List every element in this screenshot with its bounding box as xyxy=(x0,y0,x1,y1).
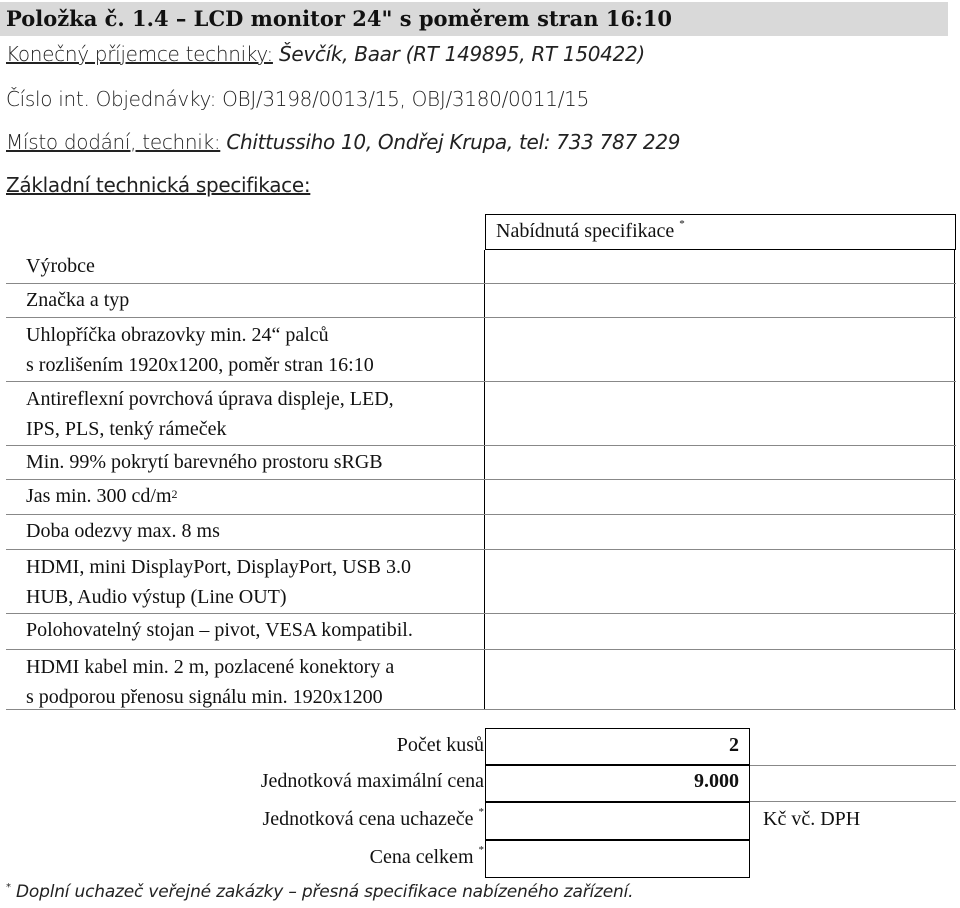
bidder-price-row xyxy=(6,802,956,840)
delivery-value: Chittussiho 10, Ondřej Krupa, tel: 733 787 229 xyxy=(226,130,681,154)
spec-label xyxy=(6,446,484,479)
spec-table xyxy=(6,250,956,710)
footnote-text: Doplní uchazeč veřejné zakázky – přesná specifikace nabízeného zařízení. xyxy=(16,882,634,902)
spec-row xyxy=(6,650,956,710)
spec-label xyxy=(6,284,484,317)
spec-row xyxy=(6,550,956,614)
total-input[interactable] xyxy=(485,840,750,878)
superscript: 2 xyxy=(171,487,178,501)
bidder-price-label-wrap xyxy=(263,808,485,831)
total-label: Cena celkem xyxy=(369,846,474,868)
max-price-value: 9.000 xyxy=(694,770,739,792)
bidder-price-label: Jednotková cena uchazeče xyxy=(262,808,474,830)
spec-label xyxy=(6,250,484,283)
offered-spec-cell[interactable] xyxy=(484,284,955,317)
order-value: OBJ/3198/0013/15, OBJ/3180/0011/15 xyxy=(222,87,590,111)
offered-spec-header xyxy=(485,214,956,250)
offered-spec-cell[interactable] xyxy=(484,446,955,479)
spec-label xyxy=(6,318,484,381)
asterisk-mark: * xyxy=(478,806,484,818)
spec-line: Značka a typ xyxy=(26,289,130,311)
spec-line: s podporou přenosu signálu min. 1920x1200 xyxy=(26,686,383,708)
spec-line: Min. 99% pokrytí barevného prostoru sRGB xyxy=(26,451,383,473)
recipient-line xyxy=(6,42,645,66)
spec-label xyxy=(6,650,484,709)
spec-label xyxy=(6,515,484,549)
max-price-row xyxy=(6,764,956,802)
item-title: Položka č. 1.4 – LCD monitor 24" s poměrem stran 16:10 xyxy=(6,6,673,31)
spec-line: Polohovatelný stojan – pivot, VESA kompatibil. xyxy=(26,619,413,641)
offered-spec-cell[interactable] xyxy=(484,382,955,445)
offered-spec-cell[interactable] xyxy=(484,250,955,283)
offered-spec-cell[interactable] xyxy=(484,614,955,649)
recipient-label: Konečný příjemce techniky: xyxy=(6,42,273,66)
delivery-line xyxy=(6,130,680,154)
spec-line: Výrobce xyxy=(26,255,95,277)
spec-line: s rozlišením 1920x1200, poměr stran 16:10 xyxy=(26,354,374,376)
offered-spec-cell[interactable] xyxy=(484,318,955,381)
spec-label xyxy=(6,480,484,514)
spec-row xyxy=(6,318,956,382)
order-label: Číslo int. Objednávky: xyxy=(6,87,217,111)
spec-row xyxy=(6,480,956,515)
spec-line: IPS, PLS, tenký rámeček xyxy=(26,418,227,440)
total-label-wrap xyxy=(370,846,484,869)
asterisk-mark: * xyxy=(6,882,11,893)
spec-row xyxy=(6,382,956,446)
offered-spec-label: Nabídnutá specifikace xyxy=(496,220,675,242)
asterisk-mark: * xyxy=(679,218,685,230)
order-line xyxy=(6,87,589,111)
offered-spec-cell[interactable] xyxy=(484,550,955,613)
spec-row xyxy=(6,614,956,650)
offered-spec-cell[interactable] xyxy=(484,650,955,709)
spec-row xyxy=(6,284,956,318)
spec-line: Doba odezvy max. 8 ms xyxy=(26,520,220,542)
bidder-price-input[interactable] xyxy=(485,802,750,840)
max-price-box xyxy=(485,764,750,802)
count-label: Počet kusů xyxy=(396,734,484,756)
spec-label xyxy=(6,550,484,613)
asterisk-mark: * xyxy=(478,844,484,856)
offered-spec-cell[interactable] xyxy=(484,480,955,514)
spec-line: HDMI, mini DisplayPort, DisplayPort, USB 3.0 xyxy=(26,556,412,578)
currency-note: Kč vč. DPH xyxy=(763,808,861,830)
spec-row xyxy=(6,446,956,480)
spec-row xyxy=(6,250,956,284)
footnote xyxy=(6,882,633,902)
spec-label xyxy=(6,614,484,649)
count-row xyxy=(6,728,956,766)
spec-line: Jas min. 300 cd/m xyxy=(26,485,172,507)
recipient-value: Ševčík, Baar (RT 149895, RT 150422) xyxy=(278,42,645,66)
delivery-label: Místo dodání, technik: xyxy=(6,130,221,154)
spec-line: HUB, Audio výstup (Line OUT) xyxy=(26,586,287,608)
count-value: 2 xyxy=(729,734,739,756)
total-row xyxy=(6,840,956,878)
spec-row xyxy=(6,515,956,550)
max-price-label: Jednotková maximální cena xyxy=(260,770,484,792)
spec-line: Uhlopříčka obrazovky min. 24“ palců xyxy=(26,324,329,346)
spec-line: Antireflexní povrchová úprava displeje, LED, xyxy=(26,388,394,410)
spec-heading: Základní technická specifikace: xyxy=(6,173,311,197)
count-box xyxy=(485,728,750,766)
spec-line: HDMI kabel min. 2 m, pozlacené konektory a xyxy=(26,656,395,678)
spec-label xyxy=(6,382,484,445)
offered-spec-cell[interactable] xyxy=(484,515,955,549)
